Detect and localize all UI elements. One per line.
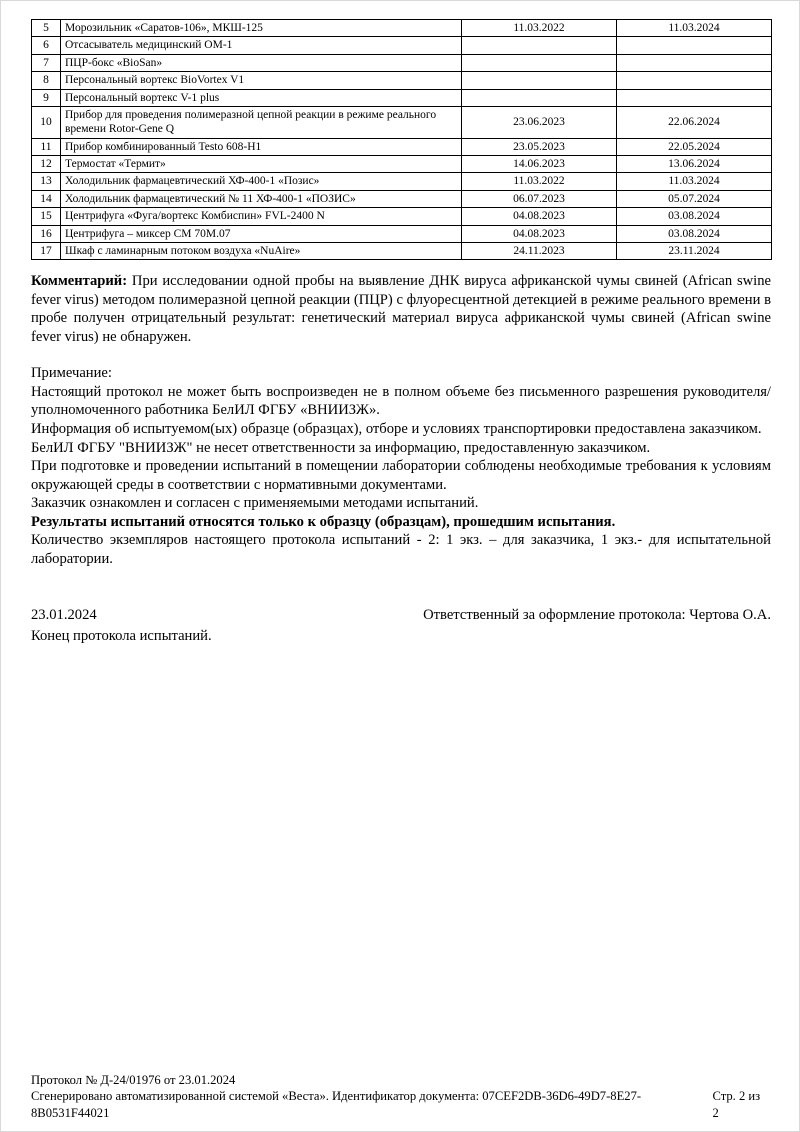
table-cell-name: Центрифуга «Фуга/вортекс Комбиспин» FVL-2400 N — [61, 208, 462, 225]
table-cell-name: Центрифуга – миксер СМ 70М.07 — [61, 225, 462, 242]
table-cell-name: Шкаф с ламинарным потоком воздуха «NuAire» — [61, 242, 462, 259]
note-line-bold: Результаты испытаний относятся только к образцу (образцам), прошедшим испытания. — [31, 513, 616, 530]
table-cell-d1: 23.06.2023 — [462, 106, 617, 138]
table-row — [32, 225, 772, 242]
comment-text: При исследовании одной пробы на выявление ДНК вируса африканской чумы свиней (African swine fever virus) методом полимеразной цепной реакции (ПЦР) с флуоресцентной детекцией в режиме реального времени в пробе получен отрицательный результат: генетический материал вируса африканской чумы свиней (African swine fever virus) не обнаружен. — [31, 273, 771, 345]
table-cell-d2: 23.11.2024 — [617, 242, 772, 259]
signoff-responsible: Ответственный за оформление протокола: Чертова О.А. — [423, 607, 771, 624]
spacer — [31, 346, 771, 364]
signoff-row — [31, 606, 771, 625]
table-row — [32, 156, 772, 173]
table-cell-num: 12 — [32, 156, 61, 173]
table-row — [32, 20, 772, 37]
table-row — [32, 106, 772, 138]
table-cell-d2: 13.06.2024 — [617, 156, 772, 173]
comment-label: Комментарий: — [31, 273, 128, 290]
table-cell-d2: 11.03.2024 — [617, 20, 772, 37]
table-cell-d2 — [617, 54, 772, 71]
table-cell-d1: 23.05.2023 — [462, 138, 617, 155]
table-cell-name: ПЦР-бокс «BioSan» — [61, 54, 462, 71]
note-line: Количество экземпляров настоящего протокола испытаний - 2: 1 экз. – для заказчика, 1 экз.- для испытательной лаборатории. — [31, 532, 771, 567]
table-cell-d1 — [462, 54, 617, 71]
note-line: Настоящий протокол не может быть воспроизведен не в полном объеме без письменного разрешения руководителя/уполномоченного работника БелИЛ ФГБУ «ВНИИЗЖ». — [31, 383, 771, 419]
table-cell-name: Холодильник фармацевтический № 11 ХФ-400-1 «ПОЗИС» — [61, 190, 462, 207]
table-cell-num: 13 — [32, 173, 61, 190]
table-row — [32, 190, 772, 207]
table-cell-name: Холодильник фармацевтический ХФ-400-1 «Позис» — [61, 173, 462, 190]
table-row — [32, 208, 772, 225]
table-row — [32, 72, 772, 89]
note-line: Заказчик ознакомлен и согласен с применяемыми методами испытаний. — [31, 495, 479, 512]
footer-generated-info: Сгенерировано автоматизированной системой «Веста». Идентификатор документа: 07CEF2DB-36D6-49D7-8E27-8B0531F44021 — [31, 1089, 642, 1120]
table-cell-d2 — [617, 72, 772, 89]
body-text — [31, 272, 771, 568]
table-cell-d2: 03.08.2024 — [617, 225, 772, 242]
table-cell-num: 7 — [32, 54, 61, 71]
table-cell-d1: 11.03.2022 — [462, 173, 617, 190]
signoff-date: 23.01.2024 — [31, 607, 97, 624]
table-cell-num: 9 — [32, 89, 61, 106]
footer-page-number: Стр. 2 из 2 — [712, 1089, 761, 1120]
table-cell-d1 — [462, 72, 617, 89]
table-cell-d2: 03.08.2024 — [617, 208, 772, 225]
table-cell-name: Отсасыватель медицинский ОМ-1 — [61, 37, 462, 54]
notes-heading: Примечание: — [31, 365, 112, 382]
table-cell-num: 10 — [32, 106, 61, 138]
table-cell-d2: 11.03.2024 — [617, 173, 772, 190]
comment-paragraph — [31, 272, 771, 346]
table-cell-d1: 04.08.2023 — [462, 225, 617, 242]
table-cell-d1 — [462, 37, 617, 54]
table-cell-name: Прибор для проведения полимеразной цепной реакции в режиме реального времени Rotor-Gene Q — [61, 106, 462, 138]
table-cell-d2 — [617, 89, 772, 106]
table-row — [32, 89, 772, 106]
table-row — [32, 242, 772, 259]
table-cell-d2: 05.07.2024 — [617, 190, 772, 207]
signoff-block — [31, 606, 771, 645]
table-cell-name: Прибор комбинированный Testo 608-H1 — [61, 138, 462, 155]
table-cell-d1: 24.11.2023 — [462, 242, 617, 259]
equipment-table — [31, 19, 772, 260]
note-line: БелИЛ ФГБУ "ВНИИЗЖ" не несет ответственности за информацию, предоставленную заказчиком. — [31, 439, 651, 456]
footer-protocol-number: Протокол № Д-24/01976 от 23.01.2024 — [31, 1072, 236, 1087]
table-row — [32, 54, 772, 71]
table-cell-d1: 14.06.2023 — [462, 156, 617, 173]
table-cell-num: 17 — [32, 242, 61, 259]
table-cell-num: 5 — [32, 20, 61, 37]
table-row — [32, 173, 772, 190]
table-cell-num: 14 — [32, 190, 61, 207]
note-line: Информация об испытуемом(ых) образце (образцах), отборе и условиях транспортировки предоставлена заказчиком. — [31, 420, 762, 437]
table-cell-d2: 22.05.2024 — [617, 138, 772, 155]
table-cell-num: 11 — [32, 138, 61, 155]
table-row — [32, 37, 772, 54]
table-cell-name: Термостат «Термит» — [61, 156, 462, 173]
table-cell-d1: 11.03.2022 — [462, 20, 617, 37]
table-cell-num: 16 — [32, 225, 61, 242]
table-cell-d2: 22.06.2024 — [617, 106, 772, 138]
table-row — [32, 138, 772, 155]
table-cell-name: Персональный вортекс V-1 plus — [61, 89, 462, 106]
table-cell-name: Морозильник «Саратов-106», МКШ-125 — [61, 20, 462, 37]
table-cell-d1: 06.07.2023 — [462, 190, 617, 207]
table-cell-name: Персональный вортекс BioVortex V1 — [61, 72, 462, 89]
table-cell-num: 15 — [32, 208, 61, 225]
table-cell-num: 8 — [32, 72, 61, 89]
table-cell-d1: 04.08.2023 — [462, 208, 617, 225]
table-cell-num: 6 — [32, 37, 61, 54]
page-footer — [31, 1072, 769, 1121]
note-line: При подготовке и проведении испытаний в помещении лаборатории соблюдены необходимые требования к условиям окружающей среды в соответствии с нормативными документами. — [31, 458, 771, 493]
end-of-protocol: Конец протокола испытаний. — [31, 627, 212, 644]
table-cell-d1 — [462, 89, 617, 106]
equipment-table-body — [32, 20, 772, 260]
table-cell-d2 — [617, 37, 772, 54]
footer-row — [31, 1088, 769, 1121]
